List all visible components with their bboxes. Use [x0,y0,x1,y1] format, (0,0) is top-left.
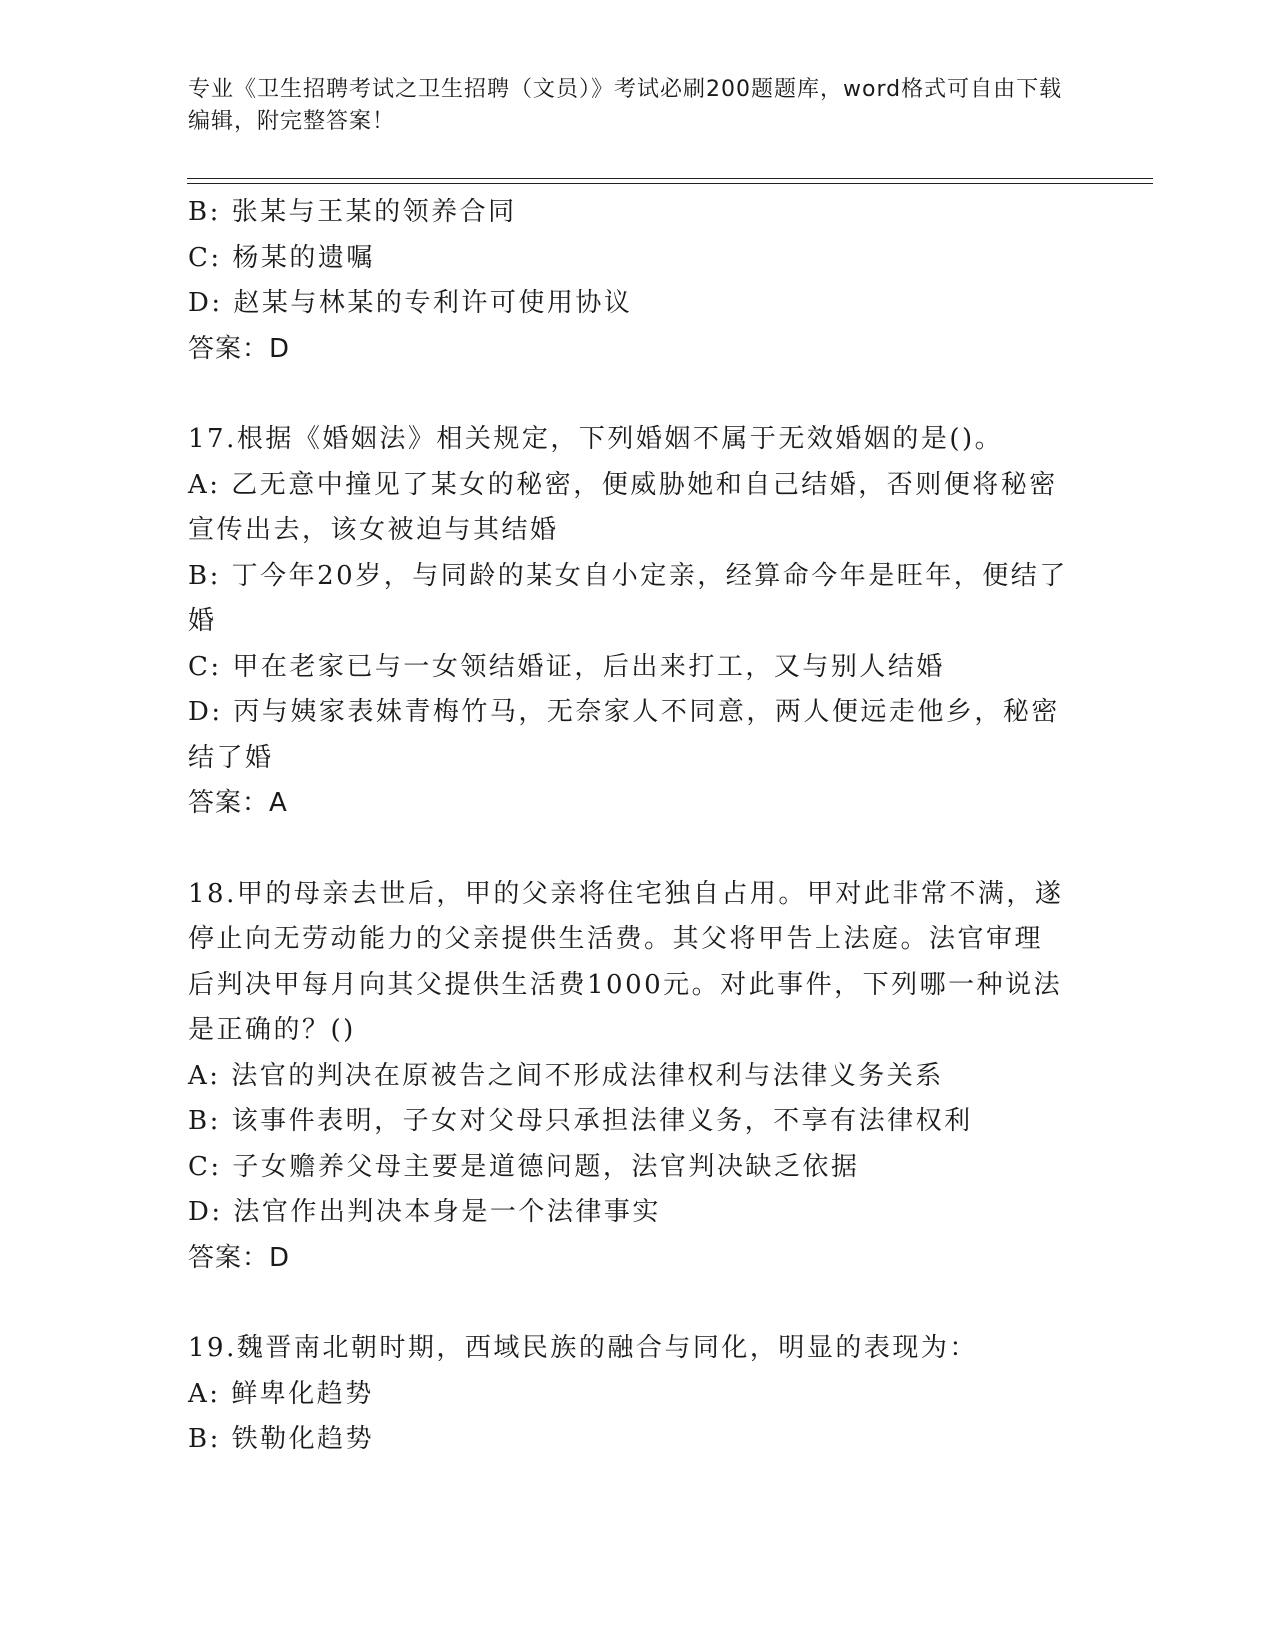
question-17-option-c: C: 甲在老家已与一女领结婚证，后出来打工，又与别人结婚 [188,651,945,682]
answer-line: 答案：D [188,333,291,364]
option-d: D: 赵某与林某的专利许可使用协议 [188,288,633,318]
question-18-option-d: D: 法官作出判决本身是一个法律事实 [188,1197,661,1227]
question-17-option-a: A: 乙无意中撞见了某女的秘密，便威胁她和自己结婚，否则便将秘密宣传出去，该女被迫与其结婚 [188,469,1058,545]
question-19-option-a: A: 鲜卑化趋势 [188,1378,374,1409]
option-b: B: 张某与王某的领养合同 [188,197,517,227]
question-17-option-d: D: 丙与姨家表妹青梅竹马，无奈家人不同意，两人便远走他乡，秘密结了婚 [188,697,1060,773]
question-19-option-b: B: 铁勒化趋势 [188,1424,375,1454]
header-rule-top [187,178,1153,179]
question-17-answer: 答案：A [188,788,288,818]
spacer [188,1281,1068,1326]
question-17-stem: 17.根据《婚姻法》相关规定，下列婚姻不属于无效婚姻的是()。 [188,424,1004,454]
question-18-option-a: A: 法官的判决在原被告之间不形成法律权利与法律义务关系 [188,1060,944,1091]
question-18-option-b: B: 该事件表明，子女对父母只承担法律义务，不享有法律权利 [188,1106,973,1136]
question-18-stem: 18.甲的母亲去世后，甲的父亲将住宅独自占用。甲对此非常不满，遂停止向无劳动能力的父亲提供生活费。其父将甲告上法庭。法官审理后判决甲每月向其父提供生活费1000元。对此事件，下列哪一种说法是正确的？() [188,878,1064,1045]
question-18-option-c: C: 子女赡养父母主要是道德问题，法官判决缺乏依据 [188,1151,860,1182]
page-header: 专业《卫生招聘考试之卫生招聘（文员）》考试必刷200题题库，word格式可自由下载编辑，附完整答案！ [188,77,1063,134]
question-17-option-b: B: 丁今年20岁，与同龄的某女自小定亲，经算命今年是旺年，便结了婚 [188,560,1068,636]
header-rule-bottom [187,183,1153,184]
spacer [188,827,1068,872]
question-18-answer: 答案：D [188,1242,291,1273]
question-19-stem: 19.魏晋南北朝时期，西域民族的融合与同化，明显的表现为： [188,1333,978,1363]
spacer [188,372,1068,417]
document-body [188,190,1068,1463]
option-c: C: 杨某的遗嘱 [188,242,375,273]
